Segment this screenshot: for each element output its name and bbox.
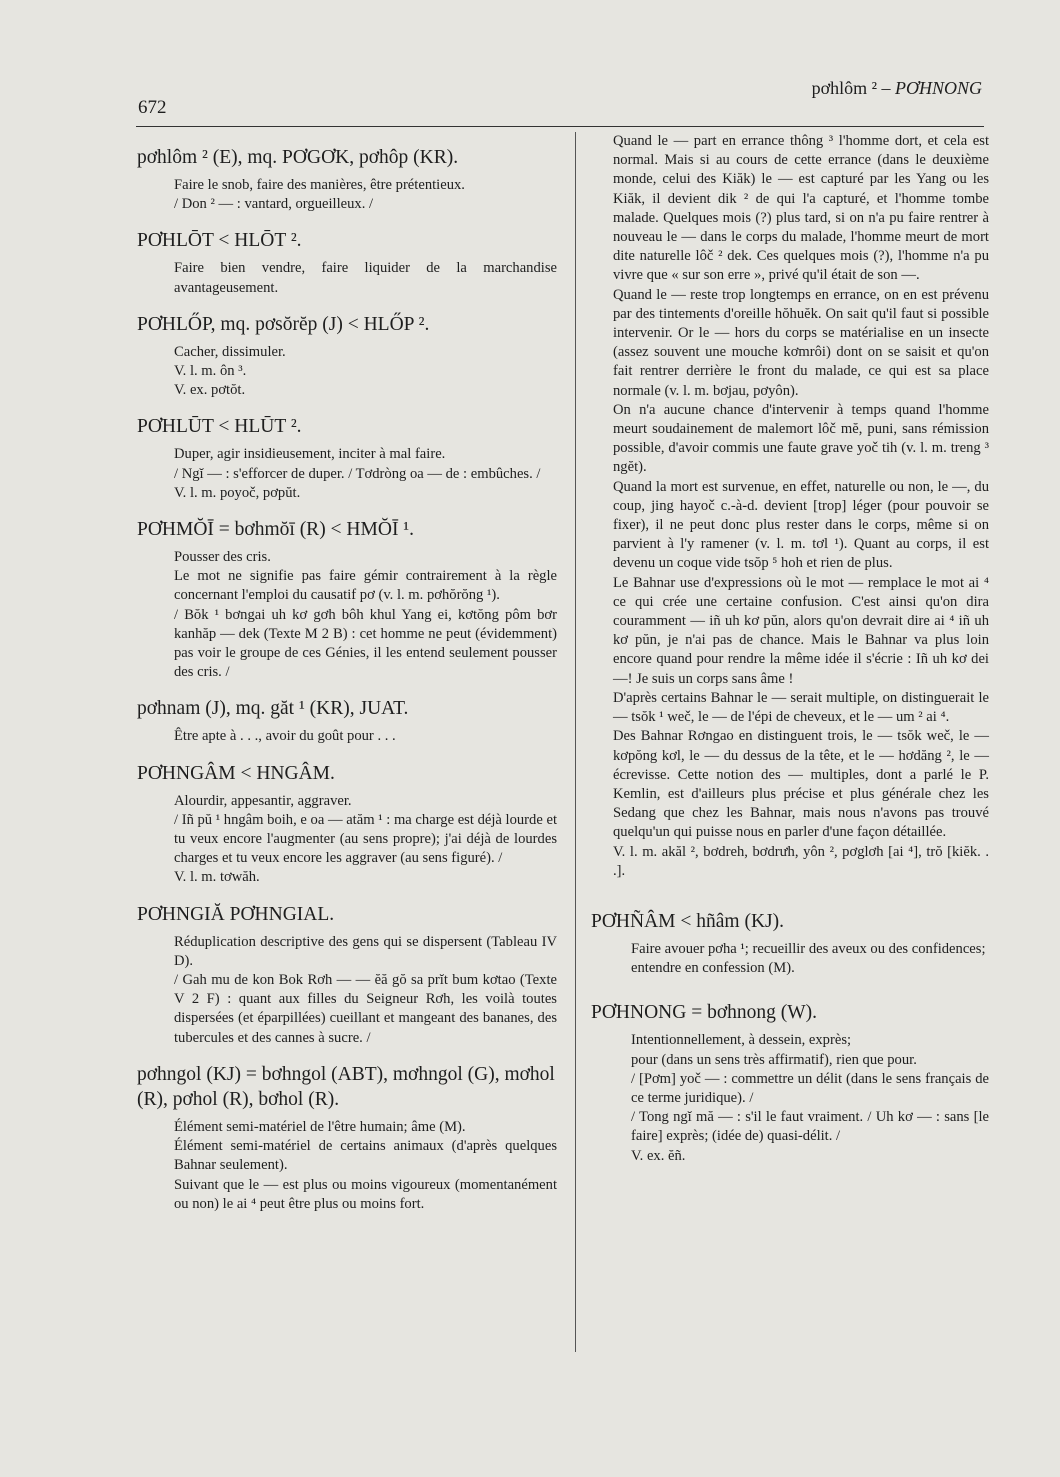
example: / Don ² — : vantard, orgueilleux. / (174, 196, 374, 213)
headword: PƠHNGÂM < HNGÂM. (137, 762, 335, 784)
right-column (591, 132, 989, 1180)
cross-reference: V. l. m. tơwăh. (174, 869, 260, 886)
headword: pơhngol (KJ) = bơhngol (ABT), mơhngol (G), mơhol (R), pơhol (R), bơhol (R). (137, 1063, 555, 1110)
entry-body (137, 343, 557, 401)
entry-pohngam (137, 761, 557, 888)
entry-pohlop (137, 312, 557, 401)
paragraph: Le Bahnar use d'expressions où le mot — remplace le mot ai ⁴ ce qui crée une certaine confusion. C'est ainsi qu'on dira couramment — iñ uh kơ pŭn, alors qu'on devrait dire ai ⁴ iñ uh kơ pŭn, je n'ai pas de chance. Mais le Bahnar va plus loin encore quand pour rendre la même idée il s'écrie : Iñ uh kơ dei —! Je suis un corps sans âme ! (613, 574, 989, 687)
example: / Gah mu de kon Bok Rơh — — ĕă gŏ sa prĭt bum kơtao (Texte V 2 F) : quant aux filles du Seigneur Rơh, les voilà toutes dispersées (et éparpillées) cueillant et mangeant des bananes, des tubercules et des cannes à sucre. / (174, 972, 557, 1046)
example: / [Pơm] yoč — : commettre un délit (dans le sens français de ce terme juridique). / (631, 1070, 989, 1106)
headword: PƠHÑÂM < hñâm (KJ). (591, 910, 784, 932)
paragraph: Quand le — reste trop longtemps en errance, on en est prévenu par des tintements d'oreille hŏhuĕk. On sait qu'il faut si possible intervenir. Or le — hors du corps se matérialise en un insecte (assez souvent une mouche kơmrôi) dont on se saisit et qu'on fait rentrer derrière le front du malade, ce qui est sa place normale (v. l. m. bơjau, pơyôn). (613, 286, 989, 399)
definition: Cacher, dissimuler. (174, 343, 286, 360)
entry-body (137, 259, 557, 297)
definition: Pousser des cris. (174, 549, 271, 566)
header-rule (136, 126, 984, 127)
example: / Bŏk ¹ bơngai uh kơ gơh bôh khul Yang ei, kơtŏng pôm bơr kanhăp — dek (Texte M 2 B) : cet homme ne peut (évidemment) pas voir le groupe de ces Génies, il les entend seulement pousser des cris. / (174, 606, 557, 681)
entry-pohlom (137, 145, 557, 214)
entry-body (137, 933, 557, 1048)
entry-pohnam (137, 696, 557, 746)
paragraph: Quand la mort est survenue, en effet, naturelle ou non, le —, du coup, jing hayoč c.-à-d. devient [trop] léger (pour pouvoir se fixer), il ne peut donc plus rester dans le corps, même si on parvient à l'y ramener (v. l. m. tơl ¹). Quant au corps, il est devenu un coque vide tsŏp ⁵ hoh et rien de plus. (613, 478, 989, 572)
entry-pohnham (591, 909, 989, 978)
definition: pour (dans un sens très affirmatif), rien que pour. (631, 1051, 917, 1068)
entry-pohlut (137, 414, 557, 503)
definition: Réduplication descriptive des gens qui se dispersent (Tableau IV D). (174, 933, 557, 969)
headword: PƠHNGIĂ PƠHNGIAL. (137, 903, 335, 925)
definition: Faire le snob, faire des manières, être prétentieux. (174, 177, 465, 193)
left-column (137, 145, 557, 1228)
headword: pơhnam (J), mq. găt ¹ (KR), JUAT. (137, 698, 409, 720)
headword: PƠHLŐP, mq. pơsŏrĕp (J) < HLŐP ². (137, 313, 430, 335)
definition: Alourdir, appesantir, aggraver. (174, 792, 352, 809)
definition: Faire bien vendre, faire liquider de la marchandise avantageusement. (174, 260, 557, 296)
entry-body (613, 132, 989, 881)
cross-reference: V. l. m. ôn ³. (174, 363, 247, 380)
entry-body (137, 548, 557, 682)
definition: Élément semi-matériel de l'être humain; âme (M). (174, 1118, 466, 1135)
headword: PƠHMŎĪ = bơhmŏī (R) < HMŎĪ ¹. (137, 519, 415, 541)
column-divider (575, 132, 576, 1352)
headword: pơhlôm ² (E), mq. PƠGƠK, pơhôp (KR). (137, 147, 459, 168)
headword: PƠHLŪT < HLŪT ². (137, 416, 302, 438)
paragraph: On n'a aucune chance d'intervenir à temps quand l'homme meurt soudainement de malemort lôč mĕ, puni, sans rémission possible, d'avoir commis une faute grave yoč tih (v. l. m. treng ³ ngĕt). (613, 401, 989, 476)
definition: Intentionnellement, à dessein, exprès; (631, 1032, 852, 1049)
entry-body (137, 727, 557, 746)
headword: PƠHLŌT < HLŌT ². (137, 230, 302, 252)
definition: entendre en confession (M). (631, 960, 795, 977)
cross-reference: V. ex. ĕñ. (631, 1147, 686, 1164)
paragraph: Des Bahnar Rơngao en distinguent trois, le — tsŏk weč, le — kơpŏng kơl, le — du dessus de la tête, et le — hơdăng ², le — écrevisse. Cette notion des — multiples, dont a parlé le P. Kemlin, est d'ailleurs plus précise et plus générale chez les Sedang que chez les Bahnar, mais nous n'avons pas trouvé quelqu'un qui puisse nous en parler d'une façon détaillée. (613, 728, 989, 841)
definition: Être apte à . . ., avoir du goût pour . . . (174, 728, 396, 745)
entry-body (613, 940, 989, 978)
entry-body (137, 445, 557, 503)
entry-pohmoi (137, 517, 557, 682)
headword: PƠHNONG = bơhnong (W). (591, 1002, 818, 1024)
cross-reference: V. l. m. poyoč, pơpŭt. (174, 484, 301, 501)
entry-pohngia (137, 902, 557, 1048)
cross-reference: V. ex. pơtŏt. (174, 382, 246, 399)
definition: Duper, agir insidieusement, inciter à mal faire. (174, 446, 446, 463)
page-number: 672 (138, 97, 167, 118)
entry-pohngol (137, 1062, 557, 1214)
definition: Élément semi-matériel de certains animaux (d'après quelques Bahnar seulement). (174, 1138, 557, 1174)
entry-body (137, 792, 557, 888)
entry-pohngol-continued (613, 132, 989, 881)
entry-pohlot (137, 228, 557, 297)
definition: Faire avouer pơha ¹; recueillir des aveux ou des confidences; (631, 940, 986, 957)
example: / Tong ngĭ mă — : s'il le faut vraiment. / Uh kơ — : sans [le faire] exprès; (idée de) quasi-délit. / (631, 1109, 989, 1145)
paragraph: Quand le — part en errance thông ³ l'homme dort, et cela est normal. Mais si au cours de cette errance (dans le deuxième monde, celui des Kiăk) le — est capturé par les Yang ou les Kiăk, il devient dik ² de qui l'a capturé, et l'homme tombe malade. Quelques mois (?) plus tard, si on n'a pu faire rentrer à nouveau le — dans le corps du malade, l'homme meurt de mort dite naturelle lôč ² dek. Ces quelques mois (?), l'homme n'a pu vivre que « sur son erre », privé qu'il était de son —. (613, 133, 989, 284)
entry-body (137, 176, 557, 214)
example: / Iñ pŭ ¹ hngâm boih, e oa — atăm ¹ : ma charge est déjà lourde et tu veux encore l'augmenter (au sens propre); j'ai déjà de lourdes charges et tu veux encore les aggraver (au sens figuré). / (174, 811, 557, 867)
paragraph: D'après certains Bahnar le — serait multiple, on distinguerait le — tsŏk ¹ weč, le — de l'épi de cheveux, et le — um ² ai ⁴. (613, 689, 989, 726)
cross-reference: V. l. m. akăl ², bơdreh, bơdrưh, yôn ², pơglơh [ai ⁴], trŏ [kiĕk. . .]. (613, 843, 989, 879)
note: Suivant que le — est plus ou moins vigoureux (momentanément ou non) le ai ⁴ peut être plus ou moins fort. (174, 1176, 557, 1212)
entry-body (137, 1118, 557, 1214)
example: / Ngĭ — : s'efforcer de duper. / Tơdròng oa — de : embûches. / (174, 465, 541, 482)
entry-pohnong (591, 1000, 989, 1165)
note: Le mot ne signifie pas faire gémir contrairement à la règle concernant l'emploi du causatif pơ (v. l. m. pơhŏrŏng ¹). (174, 568, 557, 604)
entry-body (613, 1031, 989, 1165)
running-head-plain: pơhlôm ² – (811, 78, 895, 98)
running-head-italic: PƠHNONG (894, 78, 982, 98)
running-head (812, 78, 982, 99)
